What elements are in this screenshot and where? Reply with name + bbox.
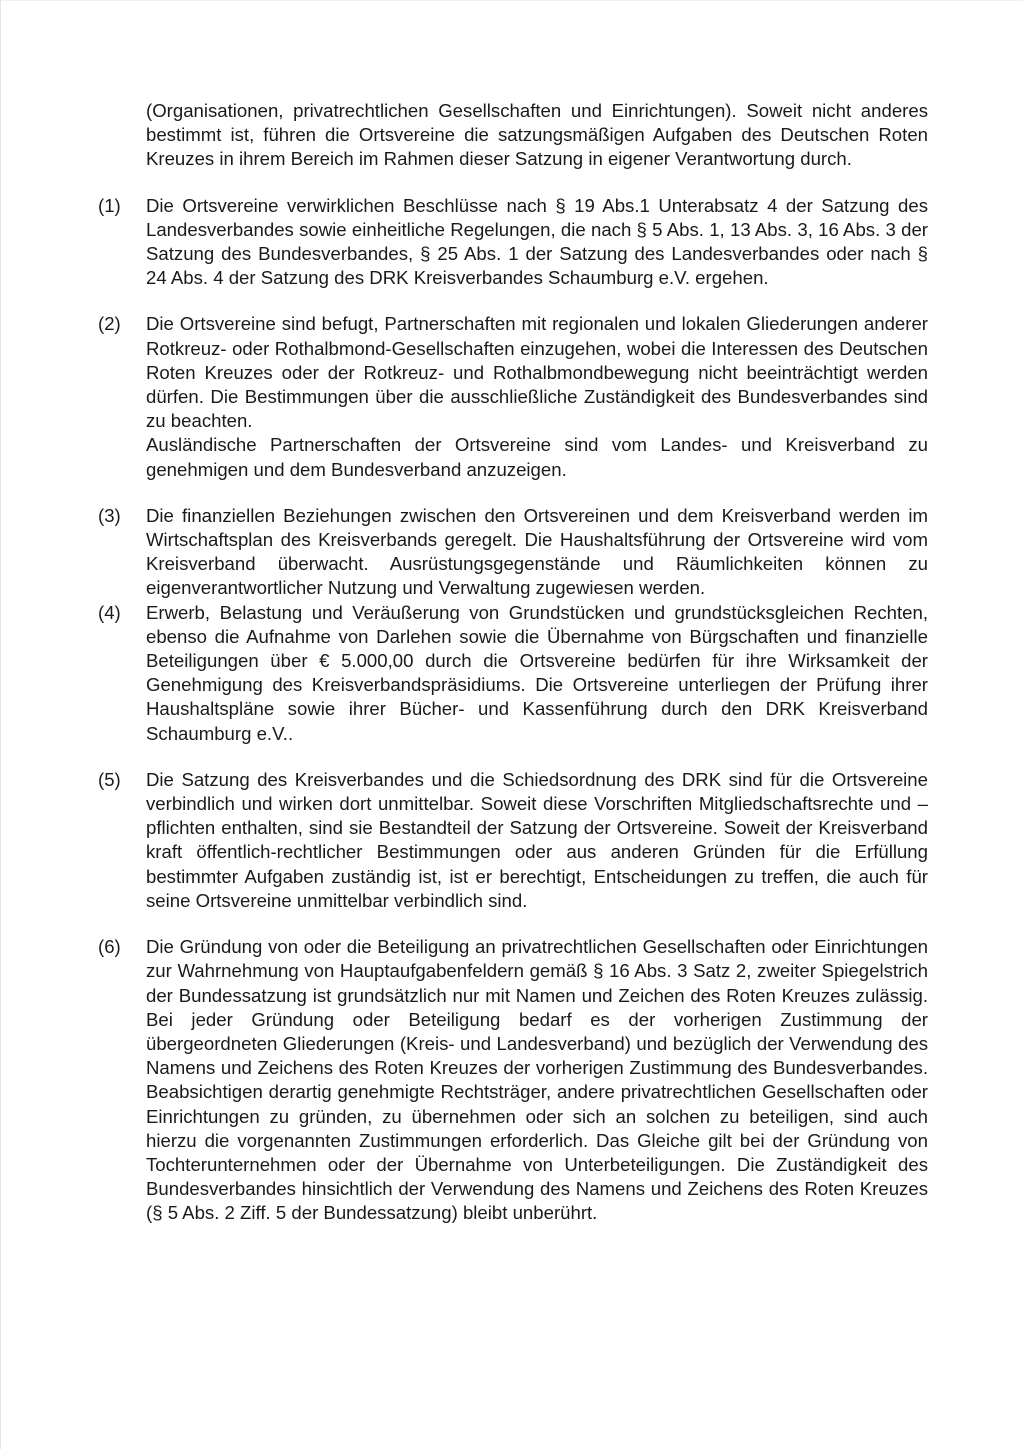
paragraph-number: (2) [98, 313, 121, 335]
paragraph-text: Die Ortsvereine sind befugt, Partnerschaften mit regionalen und lokalen Gliederungen anderer Rotkreuz- oder Rothalbmond-Gesellschaften einzugehen, wobei die Interessen des Deutschen Roten Kreuzes oder der Rotkreuz- und Rothalbmondbewegung nicht beeinträchtigt werden dürfen. Die Bestimmungen über die ausschließliche Zuständigkeit des Bundesverbandes sind zu beachten. [146, 313, 928, 432]
paragraph-5 [98, 768, 928, 913]
intro-paragraph [98, 99, 928, 172]
paragraph-6 [98, 935, 928, 1225]
paragraph-number: (3) [98, 504, 121, 526]
paragraph-text-continuation: Ausländische Partnerschaften der Ortsvereine sind vom Landes- und Kreisverband zu genehmigen und dem Bundesverband anzuzeigen. [146, 434, 928, 480]
paragraph-3 [98, 504, 928, 601]
paragraph-number: (4) [98, 601, 121, 623]
paragraph-2 [98, 312, 928, 481]
paragraph-1 [98, 194, 928, 291]
paragraph-number: (6) [98, 936, 121, 958]
paragraph-text: Die Gründung von oder die Beteiligung an privatrechtlichen Gesellschaften oder Einrichtungen zur Wahrnehmung von Hauptaufgabenfeldern gemäß § 16 Abs. 3 Satz 2, zweiter Spiegelstrich der Bundessatzung ist grundsätzlich nur mit Namen und Zeichen des Roten Kreuzes zulässig. Bei jeder Gründung oder Beteiligung bedarf es der vorherigen Zustimmung der übergeordneten Gliederungen (Kreis- und Landesverband) und bezüglich der Verwendung des Namens und Zeichens des Roten Kreuzes der vorherigen Zustimmung des Bundesverbandes. Beabsichtigen derartig genehmigte Rechtsträger, andere privatrechtlichen Gesellschaften oder Einrichtungen zu gründen, zu übernehmen oder sich an solchen zu beteiligen, sind auch hierzu die vorgenannten Zustimmungen erforderlich. Das Gleiche gilt bei der Gründung von Tochterunternehmen oder der Übernahme von Unterbeteiligungen. Die Zuständigkeit des Bundesverbandes hinsichtlich der Verwendung des Namens und Zeichens des Roten Kreuzes (§ 5 Abs. 2 Ziff. 5 der Bundessatzung) bleibt unberührt. [146, 936, 928, 1224]
paragraph-text: Die Ortsvereine verwirklichen Beschlüsse nach § 19 Abs.1 Unterabsatz 4 der Satzung des Landesverbandes sowie einheitliche Regelungen, die nach § 5 Abs. 1, 13 Abs. 3, 16 Abs. 3 der Satzung des Bundesverbandes, § 25 Abs. 1 der Satzung des Landesverbandes oder nach § 24 Abs. 4 der Satzung des DRK Kreisverbandes Schaumburg e.V. ergehen. [146, 194, 928, 289]
intro-text: (Organisationen, privatrechtlichen Gesellschaften und Einrichtungen). Soweit nicht anderes bestimmt ist, führen die Ortsvereine die satzungsmäßigen Aufgaben des Deutschen Roten Kreuzes in ihrem Bereich im Rahmen dieser Satzung in eigener Verantwortung durch. [146, 100, 928, 170]
document-body [98, 99, 928, 1226]
paragraph-text: Erwerb, Belastung und Veräußerung von Grundstücken und grundstücksgleichen Rechten, ebenso die Aufnahme von Darlehen sowie die Übernahme von Bürgschaften und finanzielle Beteiligungen über € 5.000,00 durch die Ortsvereine bedürfen für ihre Wirksamkeit der Genehmigung des Kreisverbandspräsidiums. Die Ortsvereine unterliegen der Prüfung ihrer Haushaltspläne sowie ihrer Bücher- und Kassenführung durch den DRK Kreisverband Schaumburg e.V.. [146, 601, 928, 744]
paragraph-text: Die finanziellen Beziehungen zwischen den Ortsvereinen und dem Kreisverband werden im Wirtschaftsplan des Kreisverbands geregelt. Die Haushaltsführung der Ortsvereine wird vom Kreisverband überwacht. Ausrüstungsgegenstände und Räumlichkeiten können zu eigenverantwortlicher Nutzung und Verwaltung zugewiesen werden. [146, 504, 928, 599]
paragraph-text: Die Satzung des Kreisverbandes und die Schiedsordnung des DRK sind für die Ortsvereine verbindlich und wirken dort unmittelbar. Soweit diese Vorschriften Mitgliedschaftsrechte und –pflichten enthalten, sind sie Bestandteil der Satzung der Ortsvereine. Soweit der Kreisverband kraft öffentlich-rechtlicher Bestimmungen oder aus anderen Gründen für die Erfüllung bestimmter Aufgaben zuständig ist, ist er berechtigt, Entscheidungen zu treffen, die auch für seine Ortsvereine unmittelbar verbindlich sind. [146, 768, 928, 911]
paragraph-number: (5) [98, 768, 121, 790]
paragraph-4 [98, 601, 928, 746]
paragraph-number: (1) [98, 194, 121, 216]
